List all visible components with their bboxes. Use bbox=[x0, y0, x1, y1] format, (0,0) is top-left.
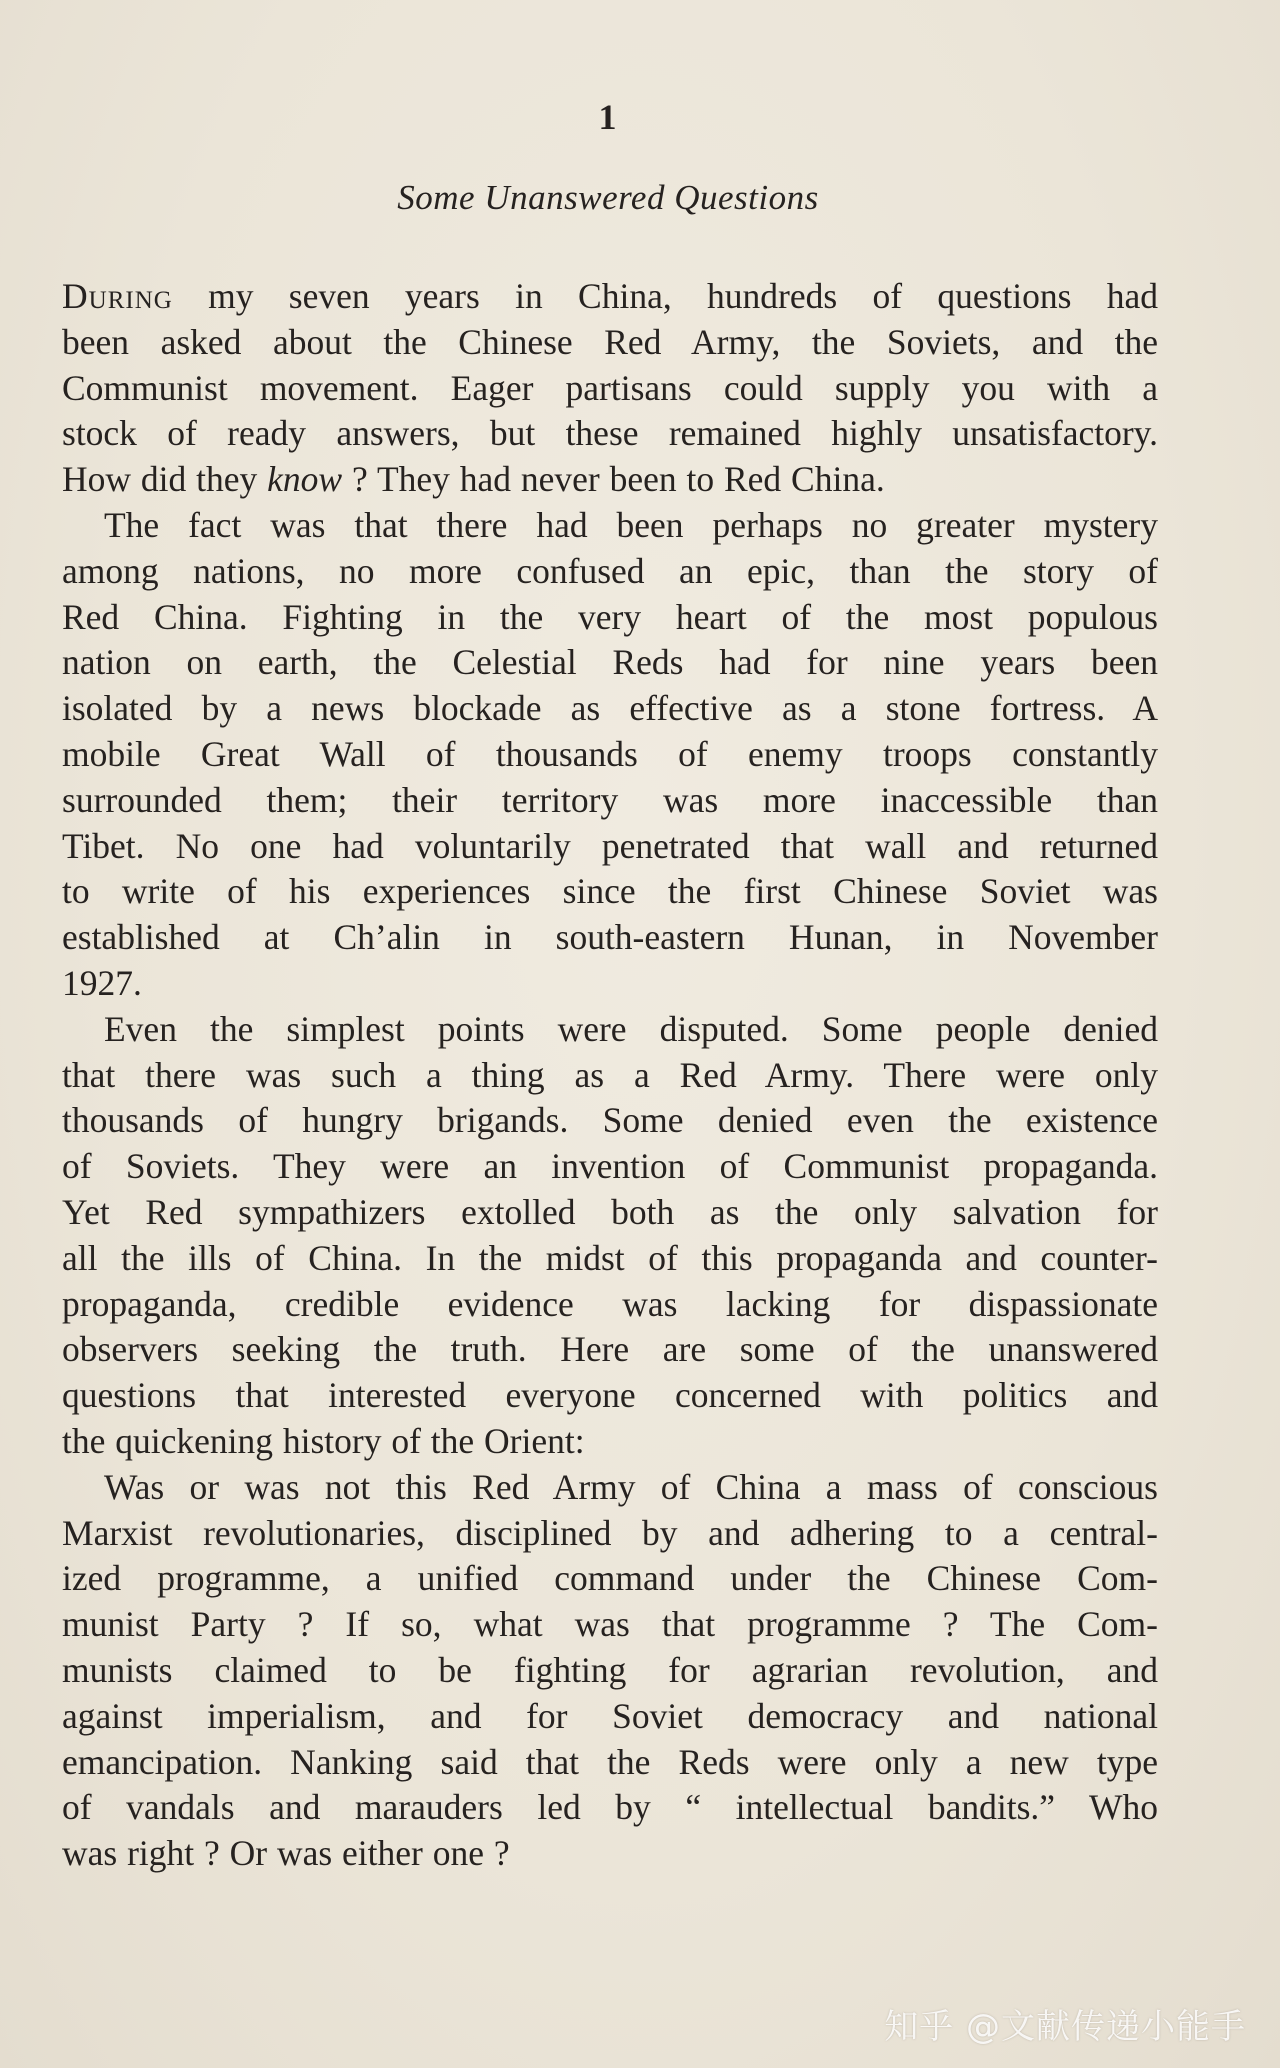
text-line: among nations, no more confused an epic, than the story of bbox=[62, 550, 1158, 591]
text-line: Even the simplest points were disputed. Some people denied bbox=[104, 1008, 1158, 1049]
text-line: Marxist revolutionaries, disciplined by and adhering to a central- bbox=[62, 1512, 1158, 1553]
text-line: ized programme, a unified command under the Chinese Com- bbox=[62, 1558, 1158, 1599]
text-line: established at Ch’alin in south-eastern Hunan, in November bbox=[62, 917, 1158, 958]
text-line: mobile Great Wall of thousands of enemy troops constantly bbox=[62, 733, 1158, 774]
text-line: Was or was not this Red Army of China a mass of conscious bbox=[104, 1466, 1158, 1507]
text-line: to write of his experiences since the first Chinese Soviet was bbox=[62, 871, 1158, 912]
text-line: stock of ready answers, but these remained highly unsatisfactory. bbox=[62, 413, 1158, 454]
paragraph-1 bbox=[62, 274, 1158, 503]
text-line: Yet Red sympathizers extolled both as the only salvation for bbox=[62, 1191, 1158, 1232]
text-line: isolated by a news blockade as effective as a stone fortress. A bbox=[62, 688, 1158, 729]
text-line: During my seven years in China, hundreds of questions had bbox=[62, 276, 1158, 316]
text-line: all the ills of China. In the midst of this propaganda and counter- bbox=[62, 1237, 1158, 1278]
text-line: questions that interested everyone concerned with politics and bbox=[62, 1375, 1158, 1416]
text-line: emancipation. Nanking said that the Reds were only a new type bbox=[62, 1741, 1158, 1782]
text-line: was right ? Or was either one ? bbox=[62, 1833, 510, 1874]
watermark: 知乎 @文献传递小能手 bbox=[884, 2007, 1246, 2047]
text-line: nation on earth, the Celestial Reds had for nine years been bbox=[62, 642, 1158, 683]
text-line: Communist movement. Eager partisans could supply you with a bbox=[62, 367, 1158, 408]
text-line: 1927. bbox=[62, 962, 142, 1003]
text-line: been asked about the Chinese Red Army, the Soviets, and the bbox=[62, 321, 1158, 362]
text-line: munist Party ? If so, what was that programme ? The Com- bbox=[62, 1604, 1158, 1645]
text-line: against imperialism, and for Soviet democracy and national bbox=[62, 1695, 1158, 1736]
text-line: that there was such a thing as a Red Army. There were only bbox=[62, 1054, 1158, 1095]
text-line: propaganda, credible evidence was lacking for dispassionate bbox=[62, 1283, 1158, 1324]
chapter-number: 1 bbox=[598, 97, 618, 137]
text-line: of vandals and marauders led by “ intellectual bandits.” Who bbox=[62, 1787, 1158, 1828]
text-line: surrounded them; their territory was more inaccessible than bbox=[62, 779, 1158, 820]
text-line: Tibet. No one had voluntarily penetrated that wall and returned bbox=[62, 825, 1158, 866]
drop-word: During bbox=[62, 276, 173, 316]
paragraph-2 bbox=[62, 503, 1158, 1007]
paragraph-4 bbox=[62, 1465, 1158, 1877]
text-line: munists claimed to be fighting for agrarian revolution, and bbox=[62, 1649, 1158, 1690]
text-line: thousands of hungry brigands. Some denied even the existence bbox=[62, 1100, 1158, 1141]
text-line: of Soviets. They were an invention of Communist propaganda. bbox=[62, 1146, 1158, 1187]
text-line: Red China. Fighting in the very heart of the most populous bbox=[62, 596, 1158, 637]
chapter-title: Some Unanswered Questions bbox=[397, 178, 819, 217]
text-line: The fact was that there had been perhaps no greater mystery bbox=[104, 504, 1158, 545]
chapter-body bbox=[62, 274, 1158, 1877]
text-line: How did they know ? They had never been to Red China. bbox=[62, 459, 885, 500]
paragraph-3 bbox=[62, 1007, 1158, 1465]
text-line: the quickening history of the Orient: bbox=[62, 1420, 585, 1461]
emphasis: know bbox=[267, 459, 343, 500]
text-line: observers seeking the truth. Here are some of the unanswered bbox=[62, 1329, 1158, 1370]
